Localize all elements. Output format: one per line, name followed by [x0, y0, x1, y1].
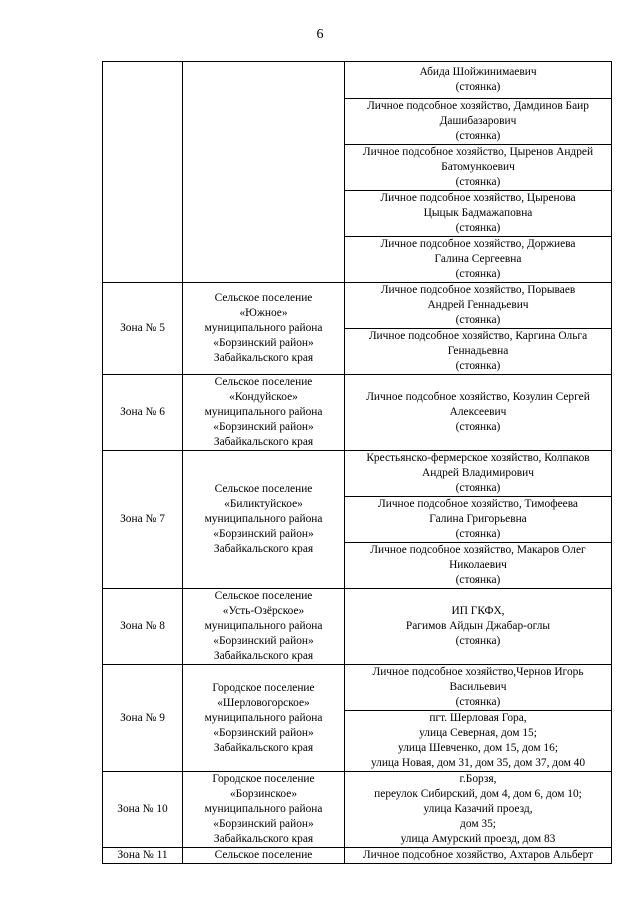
- settlement-cell: Сельское поселение «Кондуйское» муниципального района «Борзинский район» Забайкальского края: [183, 375, 345, 451]
- entry-cell: Личное подсобное хозяйство, Ахтаров Альберт: [345, 848, 612, 864]
- zone-cell: Зона № 11: [103, 848, 183, 864]
- zones-table-body: [103, 62, 612, 864]
- entry-cell: Личное подсобное хозяйство, Дамдинов Баир Дашибазарович (стоянка): [345, 99, 612, 145]
- entry-cell: Личное подсобное хозяйство, Порываев Андрей Геннадьевич (стоянка): [345, 283, 612, 329]
- table-row: [103, 375, 612, 451]
- settlement-cell: Сельское поселение «Южное» муниципального района «Борзинский район» Забайкальского края: [183, 283, 345, 375]
- entry-cell: Личное подсобное хозяйство, Макаров Олег Николаевич (стоянка): [345, 543, 612, 589]
- table-row: [103, 772, 612, 848]
- page-number: 6: [316, 27, 324, 42]
- settlement-cell: Сельское поселение «Усть-Озёрское» муниципального района «Борзинский район» Забайкальского края: [183, 589, 345, 665]
- entry-cell: Личное подсобное хозяйство, Доржиева Галина Сергеевна (стоянка): [345, 237, 612, 283]
- entry-cell: Личное подсобное хозяйство, Козулин Сергей Алексеевич (стоянка): [345, 375, 612, 451]
- entry-cell: Личное подсобное хозяйство, Тимофеева Галина Григорьевна (стоянка): [345, 497, 612, 543]
- zone-cell: Зона № 5: [103, 283, 183, 375]
- zone-cell: Зона № 9: [103, 665, 183, 772]
- settlement-cell: [183, 62, 345, 283]
- entry-cell: Личное подсобное хозяйство, Каргина Ольга Геннадьевна (стоянка): [345, 329, 612, 375]
- entry-cell: Личное подсобное хозяйство, Цыренова Цыцык Бадмажаповна (стоянка): [345, 191, 612, 237]
- entry-cell: Крестьянско-фермерское хозяйство, Колпаков Андрей Владимирович (стоянка): [345, 451, 612, 497]
- zone-cell: Зона № 10: [103, 772, 183, 848]
- entry-cell: Абида Шойжинимаевич (стоянка): [345, 62, 612, 99]
- entry-cell: ИП ГКФХ, Рагимов Айдын Джабар-оглы (стоянка): [345, 589, 612, 665]
- zones-table: [102, 61, 612, 864]
- settlement-cell: Городское поселение «Борзинское» муниципального района «Борзинский район» Забайкальского края: [183, 772, 345, 848]
- zone-cell: Зона № 8: [103, 589, 183, 665]
- table-row: [103, 589, 612, 665]
- settlement-cell: Сельское поселение: [183, 848, 345, 864]
- settlement-cell: Городское поселение «Шерловогорское» муниципального района «Борзинский район» Забайкальского края: [183, 665, 345, 772]
- zone-cell: Зона № 6: [103, 375, 183, 451]
- entry-cell: пгт. Шерловая Гора, улица Северная, дом 15; улица Шевченко, дом 15, дом 16; улица Новая, дом 31, дом 35, дом 37, дом 40: [345, 711, 612, 772]
- zone-cell: [103, 62, 183, 283]
- table-row: [103, 848, 612, 864]
- table-row: [103, 665, 612, 711]
- table-row: [103, 451, 612, 497]
- entry-cell: г.Борзя, переулок Сибирский, дом 4, дом 6, дом 10; улица Казачий проезд, дом 35; улица Амурский проезд, дом 83: [345, 772, 612, 848]
- settlement-cell: Сельское поселение «Биликтуйское» муниципального района «Борзинский район» Забайкальского края: [183, 451, 345, 589]
- entry-cell: Личное подсобное хозяйство,Чернов Игорь Васильевич (стоянка): [345, 665, 612, 711]
- zone-cell: Зона № 7: [103, 451, 183, 589]
- table-row: [103, 283, 612, 329]
- entry-cell: Личное подсобное хозяйство, Цыренов Андрей Батомункоевич (стоянка): [345, 145, 612, 191]
- table-row: [103, 62, 612, 99]
